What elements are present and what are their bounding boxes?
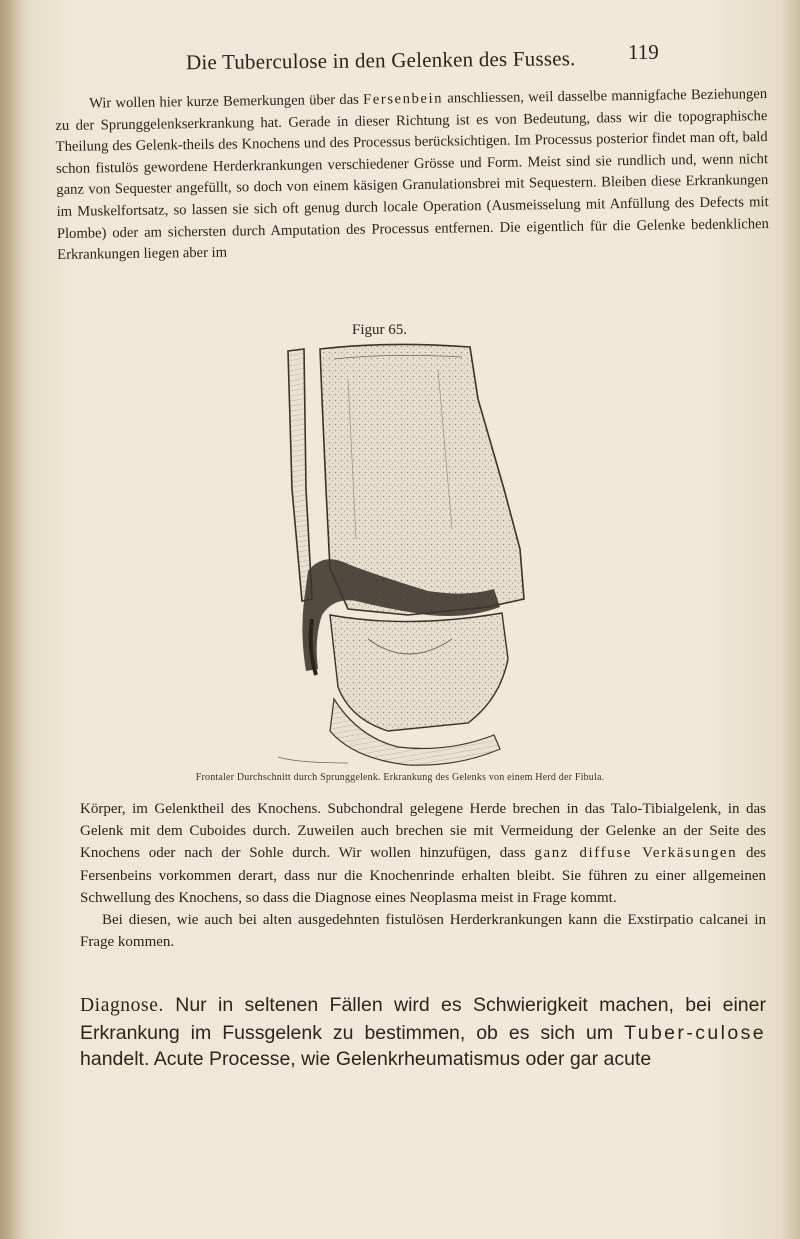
diffuse-emphasis: ganz diffuse Verkäsungen bbox=[534, 845, 738, 862]
diagnosis-heading: Diagnose. bbox=[80, 995, 164, 1016]
diagnosis-text-end: handelt. Acute Processe, wie Gelenkrheumatismus oder gar acute bbox=[80, 1048, 652, 1070]
page-number: 119 bbox=[628, 40, 659, 64]
body-paragraph-1 bbox=[80, 798, 766, 909]
diagnosis-paragraph bbox=[80, 992, 766, 1073]
body-paragraph-2: Bei diesen, wie auch bei alten ausgedehnten fistulösen Herderkrankungen kann die Exstirpatio calcanei in Frage kommen. bbox=[80, 912, 766, 951]
figure-title: Figur 65. bbox=[352, 322, 408, 338]
figure-caption: Frontaler Durchschnitt durch Sprunggelenk. Erkrankung des Gelenks von einem Herd der Fibula. bbox=[195, 772, 605, 783]
top-paragraph-start: Wir wollen hier kurze Bemerkungen über das bbox=[89, 91, 364, 112]
fersenbein-emphasis: Fersenbein bbox=[362, 90, 444, 108]
body-text bbox=[80, 798, 766, 953]
ankle-section-illustration bbox=[238, 339, 570, 769]
diagnosis-text-start: Nur in seltenen Fällen wird es Schwierigkeit machen, bei einer Erkrankung im Fussgelenk zu bestimmen, ob es sich um bbox=[80, 994, 766, 1044]
body-paragraph-1-end: des Fersenbeins vorkommen derart, dass nur die Knochenrinde erhalten bleibt. Sie führen zu einer allgemeinen Schwellung des Knochens, so dass die Diagnose eines Neoplasma meist in Frage kommt. bbox=[80, 845, 766, 906]
tuberculose-emphasis: Tuber-culose bbox=[624, 1021, 766, 1044]
running-title: Die Tuberculose in den Gelenken des Fusses. bbox=[185, 46, 576, 75]
body-paragraph-1-start: Körper, im Gelenktheil des Knochens. Subchondral gelegene Herde brechen in das Talo-Tibialgelenk, in das Gelenk mit dem Cuboides durch. Zuweilen auch brechen sie mit Vermeidung der Gelenke an der Seite des Knochens oder nach der Sohle durch. Wir wollen hinzufügen, dass bbox=[80, 801, 766, 862]
top-paragraph-rest: anschliessen, weil dasselbe mannigfache Beziehungen zu der Sprunggelenkserkrankung hat. Gerade in dieser Richtung ist es von Bedeutung, dass wir die topographische Theilung des Gelenk-theils des Knochens und des Processus berücksichtigen. Im Processus posterior findet man oft, bald schon fistulös gewordene Herderkrankungen verschiedener Grösse und Form. Meist sind sie rundlich und, wenn nicht ganz von Sequester angefüllt, so doch von einem käsigen Granulationsbrei mit Sequestern. Bleiben diese Erkrankungen im Muskelfortsatz, so lassen sie sich oft genug durch locale Operation (Ausmeisselung mit Anfüllung des Defects mit Plombe) oder am sichersten durch Amputation des Processus entfernen. Die eigentlich für die Gelenke bedenklichen Erkrankungen liegen aber im bbox=[55, 86, 769, 264]
top-paragraph bbox=[55, 84, 769, 267]
